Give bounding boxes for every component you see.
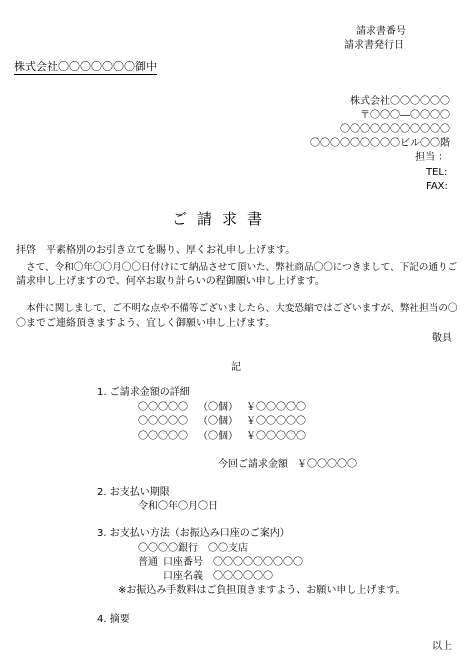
sender-postal: 〒〇〇〇―〇〇〇〇 [360,110,450,121]
account-type: 普通 [138,557,158,568]
item-qty: （〇個） [198,402,238,413]
account-name-label: 口座名義 [163,571,203,582]
ki-heading: 記 [231,362,241,373]
greeting: 拝啓 平素格別のお引き立てを賜り、厚くお礼申し上げます。 [16,245,296,256]
account-number-label: 口座番号 [163,557,203,568]
invoice-number-label: 請求書番号 [356,26,406,37]
total-label: 今回ご請求金額 [218,459,288,470]
section3-heading: 3. お支払い方法（お振込み口座のご案内） [97,528,290,539]
sender-address2: 〇〇〇〇〇〇〇〇〇ビル〇〇階 [310,138,450,149]
document-title: ご請求書 [172,210,273,228]
item-name: 〇〇〇〇〇 [138,402,188,413]
section1-heading: 1. ご請求金額の詳細 [97,387,190,398]
closing-keigu: 敬具 [432,333,452,344]
paragraph1-line2: 請求申し上げますので、何卒お取り計らいの程御願い申し上げます。 [16,276,325,287]
issue-date-label: 請求書発行日 [344,40,404,51]
item-name: 〇〇〇〇〇 [138,416,188,427]
sender-person: 担当 ： [415,152,449,163]
item-qty: （〇個） [198,431,238,442]
bank-name: 〇〇〇〇銀行 〇〇支店 [138,543,248,554]
account-name: 〇〇〇〇〇〇 [213,571,273,582]
account-number: 〇〇〇〇〇〇〇〇〇 [213,557,303,568]
paragraph1-line1: さて、令和〇年〇〇月〇〇日付けにて納品させて頂いた、弊社商品〇〇につきまして、下記の通りご [26,262,458,273]
sender-fax: FAX: [426,181,448,192]
paragraph2-line2: 〇までご連絡頂きますよう、宜しく御願い申し上げます。 [16,318,276,329]
item-qty: （〇個） [198,416,238,427]
section2-heading: 2. お支払い期限 [97,487,170,498]
paragraph2-line1: 本件に関しまして、ご不明な点や不備等ございましたら、大変恐縮ではございますが、弊社担当の〇 [26,303,458,314]
item-price: ￥〇〇〇〇〇 [246,416,306,427]
item-price: ￥〇〇〇〇〇 [246,402,306,413]
fee-note: ※お振込み手数料はご負担頂きますよう、お願い申し上げます。 [118,585,406,596]
addressee: 株式会社〇〇〇〇〇〇〇御中 [14,60,157,73]
sender-address1: 〇〇〇〇〇〇〇〇〇〇〇 [340,124,450,135]
sender-company: 株式会社〇〇〇〇〇〇 [350,96,450,107]
total-value: ￥〇〇〇〇〇 [297,459,357,470]
item-price: ￥〇〇〇〇〇 [246,431,306,442]
item-name: 〇〇〇〇〇 [138,431,188,442]
sender-tel: TEL: [426,167,448,178]
payment-deadline: 令和〇年〇月〇日 [138,501,218,512]
end-ijou: 以上 [432,641,452,652]
section4-heading: 4. 摘要 [97,614,130,625]
